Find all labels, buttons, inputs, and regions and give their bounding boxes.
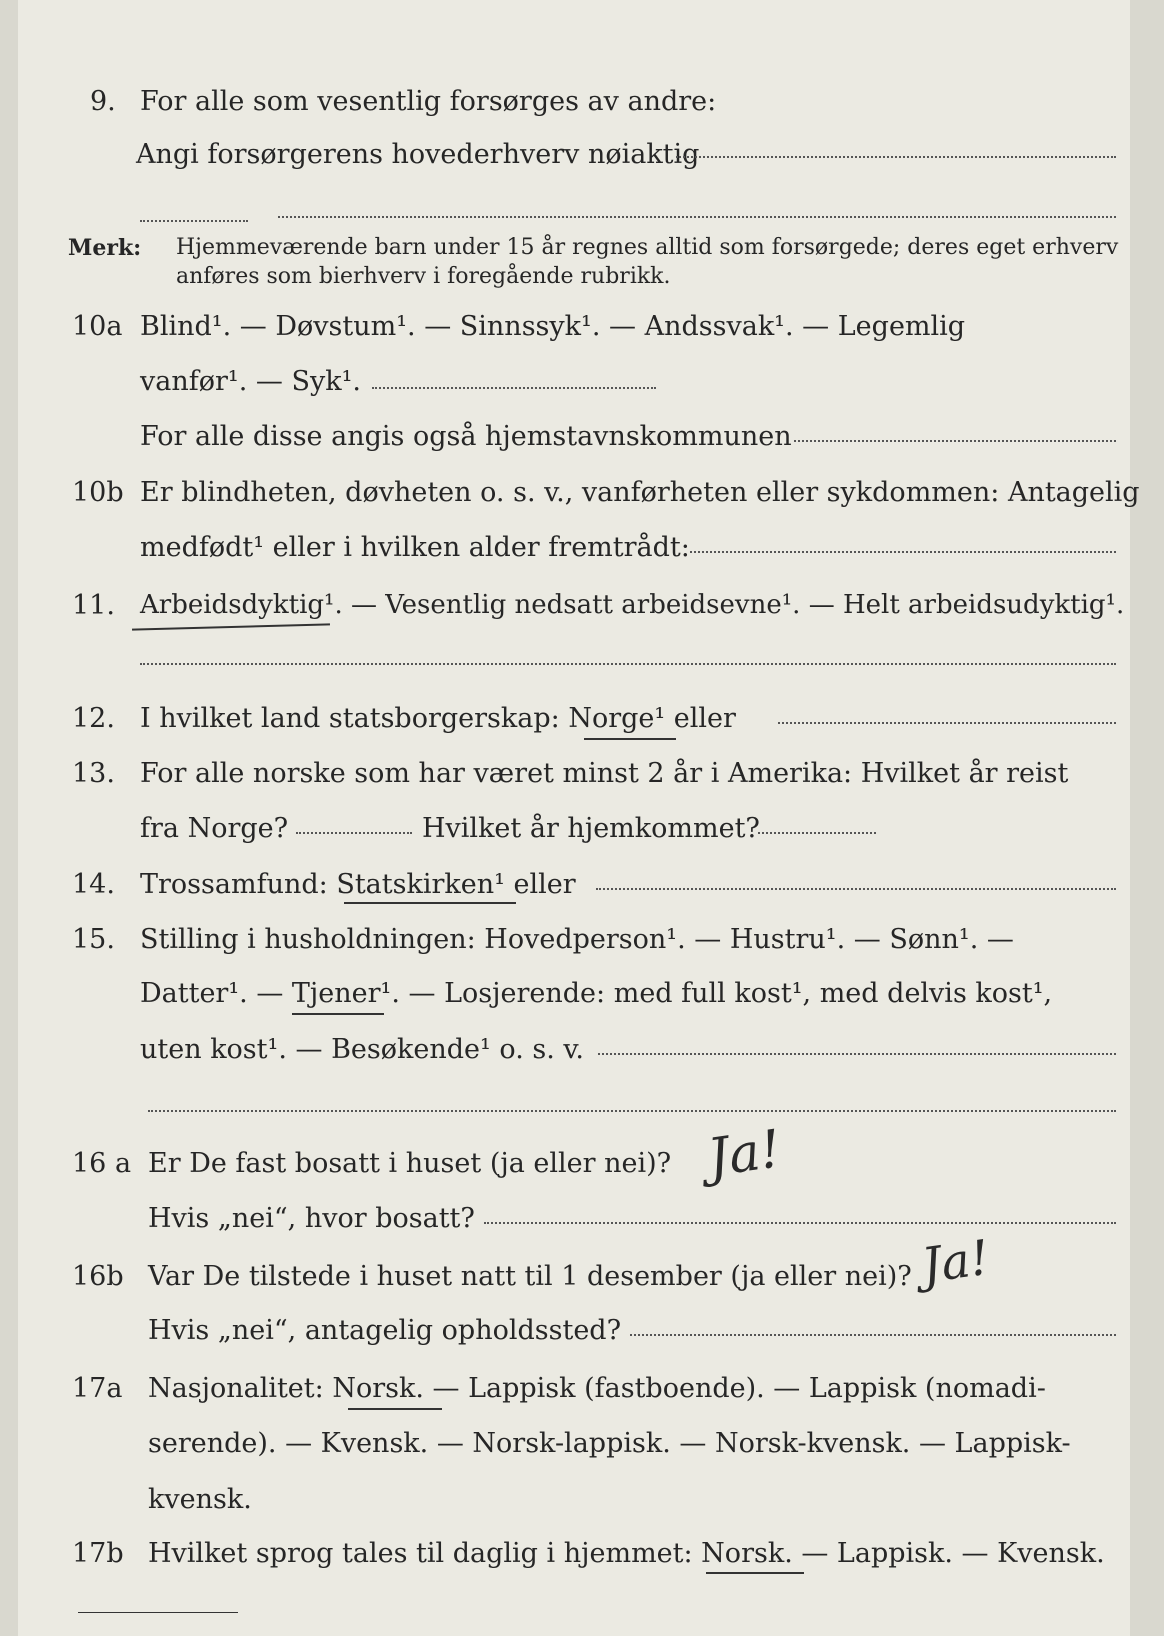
question-15-text-line2: Datter¹. — Tjener¹. — Losjerende: med full kost¹, med delvis kost¹, bbox=[140, 978, 1053, 1009]
question-11-number: 11. bbox=[72, 590, 115, 621]
question-14-number: 14. bbox=[72, 869, 115, 900]
question-17a-number: 17a bbox=[72, 1373, 123, 1404]
handwritten-answer-16b: Ja! bbox=[918, 1229, 993, 1295]
question-10a-text-line2: vanfør¹. — Syk¹. bbox=[140, 366, 361, 397]
answer-line-14[interactable] bbox=[596, 888, 1116, 890]
answer-line-15[interactable] bbox=[598, 1053, 1116, 1055]
question-10b-text-line1: Er blindheten, døvheten o. s. v., vanførheten eller sykdommen: Antagelig bbox=[140, 477, 1140, 508]
census-form-page bbox=[18, 0, 1140, 1636]
question-10b-text-line2: medfødt¹ eller i hvilken alder fremtrådt: bbox=[140, 532, 690, 563]
question-10a-text-line3: For alle disse angis også hjemstavnskommunen bbox=[140, 421, 792, 452]
question-10a-text-line1: Blind¹. — Døvstum¹. — Sinnssyk¹. — Andssvak¹. — Legemlig bbox=[140, 311, 966, 342]
question-14-text: Trossamfund: Statskirken¹ eller bbox=[140, 869, 576, 900]
question-17a-text-line1: Nasjonalitet: Norsk. — Lappisk (fastboende). — Lappisk (nomadi- bbox=[148, 1373, 1046, 1404]
merk-text-line1: Hjemmeværende barn under 15 år regnes alltid som forsørgede; deres eget erhverv bbox=[176, 235, 1119, 260]
handwritten-answer-16a: Ja! bbox=[704, 1119, 785, 1189]
question-17b-text: Hvilket sprog tales til daglig i hjemmet: Norsk. — Lappisk. — Kvensk. bbox=[148, 1538, 1105, 1569]
question-16b-text-line1: Var De tilstede i huset natt til 1 desember (ja eller nei)? bbox=[148, 1261, 912, 1292]
handwritten-underline-norsk-sprog bbox=[706, 1572, 804, 1574]
question-10b-number: 10b bbox=[72, 477, 124, 508]
question-13-text-line1: For alle norske som har været minst 2 år i Amerika: Hvilket år reist bbox=[140, 758, 1069, 789]
answer-line-9b-left[interactable] bbox=[140, 220, 248, 222]
question-16b-number: 16b bbox=[72, 1261, 124, 1292]
question-9-number: 9. bbox=[90, 86, 116, 117]
question-15-text-line3: uten kost¹. — Besøkende¹ o. s. v. bbox=[140, 1034, 585, 1065]
question-13-number: 13. bbox=[72, 758, 115, 789]
question-17a-text-line2: serende). — Kvensk. — Norsk-lappisk. — Norsk-kvensk. — Lappisk- bbox=[148, 1428, 1071, 1459]
answer-line-13-hjemkommet[interactable] bbox=[758, 832, 876, 834]
answer-line-13-reist[interactable] bbox=[296, 832, 412, 834]
question-16b-text-line2: Hvis „nei“, antagelig opholdssted? bbox=[148, 1315, 622, 1346]
answer-line-15b[interactable] bbox=[148, 1110, 1116, 1112]
answer-line-16b[interactable] bbox=[630, 1334, 1116, 1336]
question-13-text-line2a: fra Norge? bbox=[140, 813, 289, 844]
question-10a-number: 10a bbox=[72, 311, 123, 342]
handwritten-underline-norsk bbox=[348, 1408, 442, 1410]
answer-line-10a[interactable] bbox=[372, 387, 656, 389]
question-12-text: I hvilket land statsborgerskap: Norge¹ eller bbox=[140, 703, 736, 734]
answer-line-11[interactable] bbox=[140, 663, 1116, 665]
footnote-rule bbox=[78, 1612, 238, 1613]
question-16a-number: 16 a bbox=[72, 1148, 132, 1179]
merk-label: Merk: bbox=[68, 235, 142, 261]
handwritten-underline-statskirken bbox=[344, 902, 516, 904]
answer-line-9[interactable] bbox=[676, 156, 1116, 158]
answer-line-10a-kommune[interactable] bbox=[794, 440, 1116, 442]
question-15-text-line1: Stilling i husholdningen: Hovedperson¹. — Hustru¹. — Sønn¹. — bbox=[140, 924, 1014, 955]
merk-text-line2: anføres som bierhverv i foregående rubrikk. bbox=[176, 264, 671, 289]
question-13-text-line2b: Hvilket år hjemkommet? bbox=[422, 813, 760, 844]
question-9-subtext: Angi forsørgerens hovederhverv nøiaktig bbox=[136, 139, 700, 170]
handwritten-underline-norge bbox=[584, 738, 676, 740]
question-17a-text-line3: kvensk. bbox=[148, 1484, 252, 1515]
question-17b-number: 17b bbox=[72, 1538, 124, 1569]
answer-line-12[interactable] bbox=[778, 722, 1116, 724]
answer-line-10b[interactable] bbox=[690, 551, 1116, 553]
answer-line-9b[interactable] bbox=[278, 216, 1116, 218]
question-15-number: 15. bbox=[72, 924, 115, 955]
handwritten-underline-tjener bbox=[292, 1013, 384, 1015]
question-16a-text-line2: Hvis „nei“, hvor bosatt? bbox=[148, 1203, 475, 1234]
question-9-text: For alle som vesentlig forsørges av andre: bbox=[140, 86, 717, 117]
question-16a-text-line1: Er De fast bosatt i huset (ja eller nei)? bbox=[148, 1148, 672, 1179]
handwritten-underline-arbeidsdyktig bbox=[132, 623, 330, 630]
answer-line-16a[interactable] bbox=[484, 1222, 1116, 1224]
question-12-number: 12. bbox=[72, 703, 115, 734]
question-11-text: Arbeidsdyktig¹. — Vesentlig nedsatt arbeidsevne¹. — Helt arbeidsudyktig¹. bbox=[140, 590, 1125, 620]
